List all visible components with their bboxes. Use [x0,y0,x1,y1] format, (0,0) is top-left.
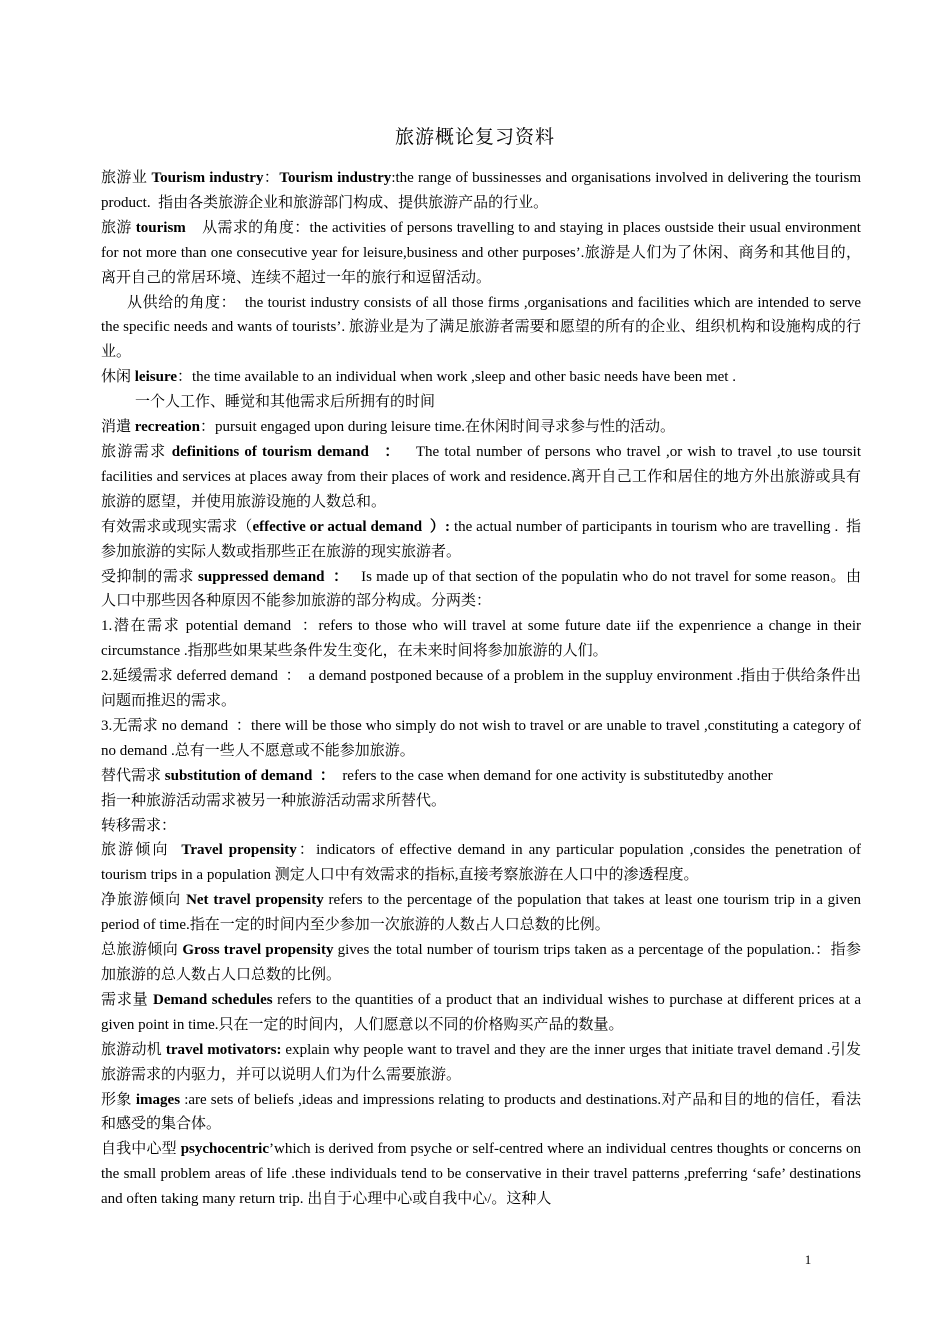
bold-term: tourism [135,219,186,236]
page-title: 旅游概论复习资料 [394,126,555,148]
paragraph [101,415,861,440]
paragraph-text: 总旅游倾向 [101,942,183,959]
paragraph-text: ： [263,170,280,186]
bold-term: Tourism industry [151,170,264,186]
paragraph-text: Is made up of that section of the populatin who do not travel for some reason。由人口中那些因各种原因不能参加旅游的部分构成。分两类： [101,568,861,610]
bold-term: substitution of demand ： [164,767,335,784]
paragraph [101,565,861,615]
paragraph-text: 有效需求或现实需求（ [101,518,253,535]
bold-term: travel motivators: [165,1041,282,1058]
paragraph-text: gives the total number of tourism trips taken as a percentage of the population.：指参加旅游的总人数占人口总数的比例。 [101,942,861,983]
paragraph [101,614,865,664]
paragraph-text: :are sets of beliefs ,ideas and impressions relating to products and destinations.对产品和目的地的信任，看法和感受的集合体。 [101,1091,861,1133]
paragraph-text: the actual number of participants in tourism who are travelling . 指参加旅游的实际人数或指那些正在旅游的现实旅游者。 [101,518,861,560]
bold-term: leisure [134,369,177,386]
bold-term: definitions of tourism demand ： [171,443,401,460]
paragraph-text: 旅游动机 [101,1041,166,1058]
paragraph [101,838,865,888]
paragraph [101,888,865,938]
paragraph-text: 3.无需求 no demand ：there will be those who simply do not wish to travel or are unable to travel ,constituting a category of no demand .总有一些人不愿意或不能参加旅游。 [101,717,865,759]
page-number: 1 [804,1252,812,1267]
bold-term: recreation [134,419,201,436]
paragraph-text: ’which is derived from psyche or self-centred where an individual centres thoughts or concerns on the small problem areas of life .these individuals tend to be conservative in their travel patterns ,preferring ‘safe’ destinations and often taking many return trip. 出自于心理中心或自我中心/。这种人 [101,1141,869,1208]
paragraph-text: 休闲 [101,369,135,386]
paragraph-text: 1.潜在需求 potential demand ：refers to those who will travel at some future date iif the expenrience a change in their circumstance .指那些如果某些条件发生变化，在未来时间将参加旅游的人们。 [101,618,865,660]
paragraph-text: 旅游需求 [101,443,172,460]
paragraph-text: :the range of bussinesses and organisations involved in delivering the tourism product. 指由各类旅游企业和旅游部门构成、提供旅游产品的行业。 [101,170,865,211]
paragraph [101,166,865,216]
paragraph-text: ：pursuit engaged upon during leisure time.在休闲时间寻求参与性的活动。 [200,419,675,436]
bold-term: suppressed demand ： [198,568,349,585]
paragraph [101,1038,861,1088]
paragraph-text: refers to the quantities of a product that an individual wishes to purchase at different prices at a given point in time.只在一定的时间内，人们愿意以不同的价格购买产品的数量。 [101,991,865,1033]
bold-term: Net travel propensity [186,892,324,909]
paragraph-text: 形象 [101,1091,136,1108]
paragraph-text: 2.延缓需求 deferred demand ： a demand postponed because of a problem in the suppluy environment .指由于供给条件出问题而推迟的需求。 [101,668,861,710]
paragraph [101,764,861,789]
paragraph [101,988,865,1038]
bold-term: Tourism industry [279,170,392,186]
paragraph-text: 消遣 [101,419,135,436]
bold-term: images [135,1091,181,1108]
paragraph [101,440,865,515]
paragraph-text: 替代需求 [101,767,165,784]
paragraph-text: 需求量 [101,991,154,1008]
paragraph-text: 从需求的角度：the activities of persons travelling to and staying in places oustside their usual environment for not more than one consecutive year for leisure,business and other purposes’.旅游是人们为了休闲、商务和其他目的，离开自己的常居环境、连续不超过一年的旅行和逗留活动。 [101,219,865,286]
document-body [101,166,869,1212]
paragraph-text: 一个人工作、睡觉和其他需求后所拥有的时间 [135,394,436,411]
bold-term: effective or actual demand ）: [252,518,451,535]
paragraph-text: 受抑制的需求 [101,568,199,585]
paragraph-text: ：indicators of effective demand in any particular population ,consides the penetration of tourism trips in a population 测定人口中有效需求的指标,直接考察旅游在人口中的渗透程度。 [101,842,865,884]
paragraph [101,365,861,390]
bold-term: Travel propensity [181,842,297,859]
paragraph-text: 净旅游倾向 [101,892,187,909]
paragraph [101,216,865,291]
paragraph-text: 转移需求： [101,817,177,834]
paragraph [101,789,861,814]
bold-term: Demand schedules [153,991,273,1008]
paragraph-text: refers to the case when demand for one activity is substitutedby another [334,767,773,784]
paragraph-text: 旅游 [101,219,136,236]
paragraph-text: refers to the percentage of the population that takes at least one tourism trip in a given period of time.指在一定的时间内至少参加一次旅游的人数占人口总数的比例。 [101,892,865,934]
paragraph [101,1088,861,1138]
paragraph-text: The total number of persons who travel ,or wish to travel ,to use toursit facilities and services at places away from their places of work and residence.离开自己工作和居住的地方外出旅游或具有旅游的愿望，并使用旅游设施的人数总和。 [101,443,865,510]
bold-term: Gross travel propensity [182,942,334,959]
paragraph [101,1137,869,1212]
paragraph-text: 旅游倾向 [101,842,182,859]
paragraph-text: 自我中心型 [101,1141,181,1158]
paragraph [101,390,861,415]
paragraph-text: 指一种旅游活动需求被另一种旅游活动需求所替代。 [101,792,447,809]
paragraph-text: 从供给的角度： the tourist industry consists of all those firms ,organisations and facilities which are intended to serve the specific needs and wants of tourists’. 旅游业是为了满足旅游者需要和愿望的所有的企业、组织机构和设施构成的行业。 [101,294,865,361]
paragraph-text: explain why people want to travel and they are the inner urges that initiate travel demand .引发旅游需求的内驱力，并可以说明人们为什么需要旅游。 [101,1041,861,1083]
paragraph [101,814,861,839]
paragraph-text: ：the time available to an individual when work ,sleep and other basic needs have been met . [176,369,736,386]
paragraph [101,664,861,714]
bold-term: psychocentric [180,1141,270,1158]
paragraph [101,938,861,988]
paragraph [101,515,861,565]
paragraph-text: 旅游业 [101,170,152,186]
paragraph [101,714,865,764]
paragraph [101,291,865,366]
